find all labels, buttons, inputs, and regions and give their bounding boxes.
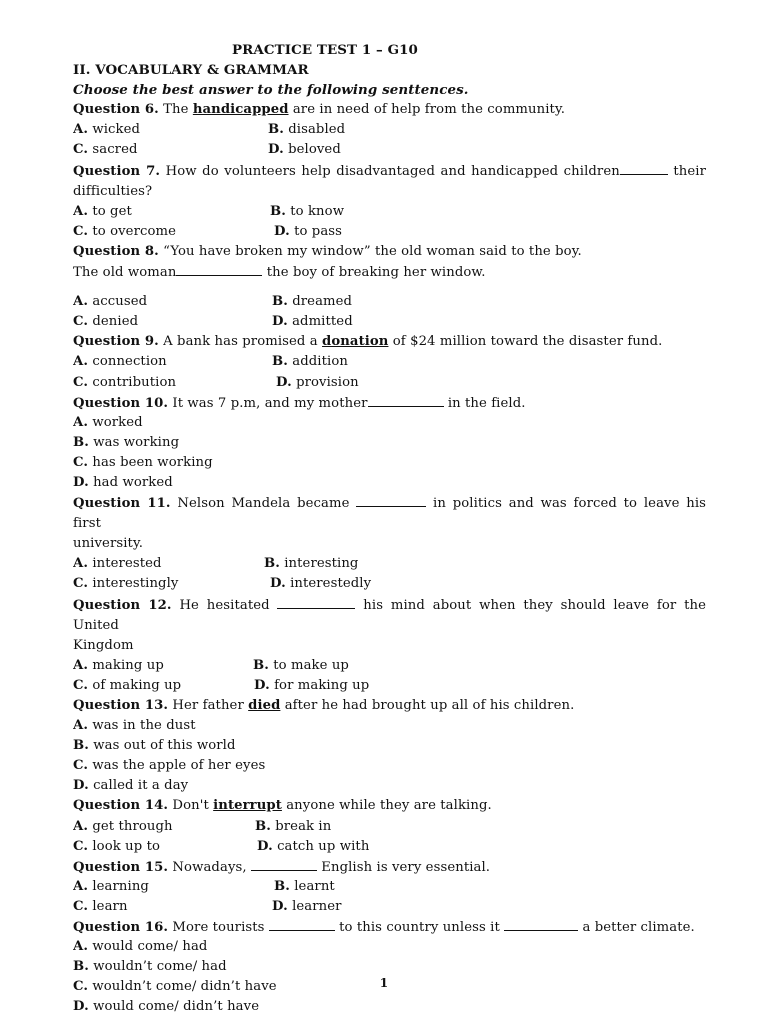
option-text: wouldn’t come/ didn’t have [92,979,277,995]
keyword: interrupt [213,798,282,814]
option-d[interactable] [272,312,353,332]
options-row [73,656,706,676]
option-text: to know [290,203,345,219]
option-letter: C. [73,314,89,330]
option-letter: C. [73,576,89,592]
option-letter: B. [274,878,290,894]
question-label: Question 6. [73,102,159,118]
option-text: interestedly [290,576,372,592]
question-12 [73,595,706,636]
question-text: Don't [172,798,209,814]
question-8-line2 [73,262,706,282]
option-letter: D. [254,677,270,693]
option-text: interesting [284,556,359,572]
option-letter: C. [73,677,89,693]
question-text: More tourists [172,920,265,936]
option-text: get through [92,818,173,834]
option-d[interactable] [73,473,706,493]
keyword: died [248,698,281,713]
option-text: contribution [92,374,177,390]
option-c[interactable] [73,574,178,594]
option-letter: D. [73,778,89,794]
options-row [73,120,706,140]
question-text: are in need of help from the community. [292,102,566,118]
option-letter: B. [268,122,284,138]
option-b[interactable] [272,292,352,312]
option-d[interactable] [257,837,369,857]
option-a[interactable] [73,413,706,433]
options-row [73,837,706,857]
option-c[interactable] [73,897,128,917]
option-letter: B. [255,818,271,834]
option-text: had worked [93,474,173,490]
option-b[interactable] [255,817,331,837]
answer-blank [269,917,335,931]
option-letter: D. [276,374,292,390]
question-text: He hesitated [179,597,270,613]
option-text: learnt [294,878,335,894]
option-letter: C. [73,979,89,995]
question-text: their [673,163,706,179]
option-letter: A. [73,878,89,894]
option-letter: A. [73,818,89,834]
question-text: Nelson Mandela became [177,496,350,512]
option-letter: B. [272,354,288,370]
answer-blank [356,493,426,507]
option-text: denied [92,314,139,330]
option-a[interactable] [73,716,706,736]
option-b[interactable] [272,352,348,372]
option-text: look up to [92,838,161,854]
option-a[interactable] [73,352,167,372]
option-b[interactable] [264,554,358,574]
option-letter: B. [272,294,288,310]
question-16 [73,917,706,937]
option-letter: A. [73,556,89,572]
option-letter: A. [73,203,89,219]
option-d[interactable] [268,140,341,160]
option-text: to get [92,203,132,219]
option-b[interactable] [73,957,706,977]
option-text: dreamed [292,294,353,310]
keyword: handicapped [192,102,289,118]
option-text: connection [92,354,167,370]
section-heading: II. VOCABULARY & GRAMMAR [73,62,309,79]
question-text: How do volunteers help disadvantaged and handicapped children [165,163,620,179]
option-c[interactable] [73,312,138,332]
question-text: the boy of breaking her window. [266,265,486,281]
option-letter: A. [73,294,89,310]
option-letter: D. [268,142,284,158]
question-label: Question 12. [73,597,172,613]
question-12-cont: Kingdom [73,637,134,653]
question-text: after he had brought up all of his children. [284,698,575,713]
question-label: Question 15. [73,859,169,875]
option-text: was out of this world [93,738,236,754]
option-d[interactable] [270,574,371,594]
option-b[interactable] [73,736,706,756]
option-text: was working [93,434,180,450]
question-text: of $24 million toward the disaster fund. [392,334,663,350]
option-text: beloved [288,142,341,158]
question-14 [73,796,706,816]
option-letter: A. [73,939,89,955]
answer-blank [277,595,355,609]
option-letter: A. [73,354,89,370]
option-text: wouldn’t come/ had [93,959,227,975]
option-c[interactable] [73,222,176,242]
option-a[interactable] [73,877,149,897]
option-text: worked [92,414,143,430]
option-text: wicked [92,122,141,138]
option-letter: B. [264,556,280,572]
question-text: It was 7 p.m, and my mother [172,395,368,411]
option-letter: B. [253,657,269,673]
question-8 [73,242,706,262]
question-text: in politics and was forced to leave his first [73,496,706,532]
question-text: to this country unless it [339,920,500,936]
option-text: learning [92,878,149,894]
question-7-cont: difficulties? [73,183,153,199]
question-11 [73,493,706,534]
option-letter: C. [73,223,89,239]
option-text: for making up [274,677,370,693]
option-text: to make up [273,657,349,673]
question-label: Question 10. [73,395,169,411]
option-text: was in the dust [92,718,196,734]
option-letter: B. [73,434,89,450]
question-text: The [163,102,189,118]
option-letter: D. [272,898,288,914]
option-c[interactable] [73,373,176,393]
keyword: donation [322,334,389,350]
option-a[interactable] [73,202,132,222]
option-b[interactable] [253,656,349,676]
option-b[interactable] [274,877,335,897]
question-text: in the field. [447,395,526,411]
page-number: 1 [379,976,389,990]
option-d[interactable] [276,373,359,393]
option-d[interactable] [254,676,369,696]
option-text: was the apple of her eyes [92,758,266,774]
option-letter: D. [73,999,89,1015]
question-text: Her father [172,698,244,713]
question-label: Question 8. [73,243,159,259]
question-label: Question 16. [73,920,169,936]
options-row [73,817,706,837]
question-text: A bank has promised a [163,334,318,350]
option-a[interactable] [73,656,164,676]
option-text: to pass [294,223,343,239]
option-b[interactable] [73,433,706,453]
question-label: Question 9. [73,334,159,350]
question-text: anyone while they are talking. [286,798,492,814]
option-text: addition [292,354,348,370]
option-c[interactable] [73,676,181,696]
option-letter: A. [73,122,89,138]
option-text: interestingly [92,576,179,592]
option-text: provision [296,374,359,390]
option-c[interactable] [73,837,160,857]
question-label: Question 14. [73,798,169,814]
option-text: accused [92,294,148,310]
answer-blank [368,393,444,407]
option-text: admitted [292,314,353,330]
option-letter: A. [73,657,89,673]
option-letter: C. [73,454,89,470]
question-text: a better climate. [582,920,695,936]
option-text: called it a day [93,778,189,794]
question-text: “You have broken my window” the old woman said to the boy. [163,243,582,259]
option-d[interactable] [73,997,706,1017]
question-label: Question 11. [73,496,171,512]
answer-blank [620,161,668,175]
option-text: break in [275,818,332,834]
option-d[interactable] [272,897,342,917]
option-text: interested [92,556,162,572]
options-row [73,312,706,332]
options-row [73,676,706,696]
options-row [73,554,706,574]
question-text: English is very essential. [321,859,491,875]
option-letter: C. [73,838,89,854]
option-b[interactable] [270,202,344,222]
option-text: has been working [92,454,213,470]
option-d[interactable] [274,222,342,242]
question-label: Question 13. [73,698,169,713]
option-text: making up [92,657,164,673]
option-text: sacred [92,142,138,158]
option-letter: C. [73,142,89,158]
question-text: Nowadays, [172,859,247,875]
option-a[interactable] [73,292,147,312]
option-letter: B. [270,203,286,219]
question-6 [73,100,706,120]
option-text: learner [292,898,342,914]
option-letter: D. [272,314,288,330]
options-row [73,292,706,312]
option-letter: D. [270,576,286,592]
question-11-cont: university. [73,536,144,552]
option-b[interactable] [268,120,345,140]
document-page [73,40,706,1018]
question-text: his mind about when they should leave for the United [73,597,706,633]
options-row [73,140,706,160]
option-text: catch up with [277,838,370,854]
option-letter: B. [73,738,89,754]
options-row [73,574,706,594]
options-row [73,897,706,917]
option-text: learn [92,898,128,914]
option-letter: B. [73,959,89,975]
answer-blank [504,917,578,931]
option-a[interactable] [73,937,706,957]
option-a[interactable] [73,120,140,140]
answer-blank [251,857,317,871]
question-7 [73,161,706,182]
option-text: disabled [288,122,346,138]
question-10 [73,393,706,413]
option-letter: D. [73,474,89,490]
option-d[interactable] [73,776,706,796]
option-letter: C. [73,758,89,774]
options-row [73,222,706,242]
question-9 [73,332,706,352]
option-letter: A. [73,414,89,430]
page-title: PRACTICE TEST 1 – G10 [232,42,418,58]
options-row [73,877,706,897]
options-row [73,373,706,393]
question-label: Question 7. [73,163,161,179]
option-text: would come/ didn’t have [93,999,260,1015]
option-a[interactable] [73,817,173,837]
option-c[interactable] [73,140,138,160]
option-letter: D. [257,838,273,854]
option-letter: A. [73,718,89,734]
option-letter: C. [73,374,89,390]
options-row [73,202,706,222]
question-13 [73,696,706,716]
option-a[interactable] [73,554,162,574]
options-row [73,352,706,372]
option-text: would come/ had [92,939,208,955]
option-letter: C. [73,898,89,914]
answer-blank [176,262,262,276]
question-15 [73,857,706,877]
option-c[interactable] [73,453,706,473]
option-text: to overcome [92,223,177,239]
option-letter: D. [274,223,290,239]
instruction: Choose the best answer to the following senttences. [73,82,469,99]
option-text: of making up [92,677,182,693]
option-c[interactable] [73,756,706,776]
question-text: The old woman [73,265,177,281]
